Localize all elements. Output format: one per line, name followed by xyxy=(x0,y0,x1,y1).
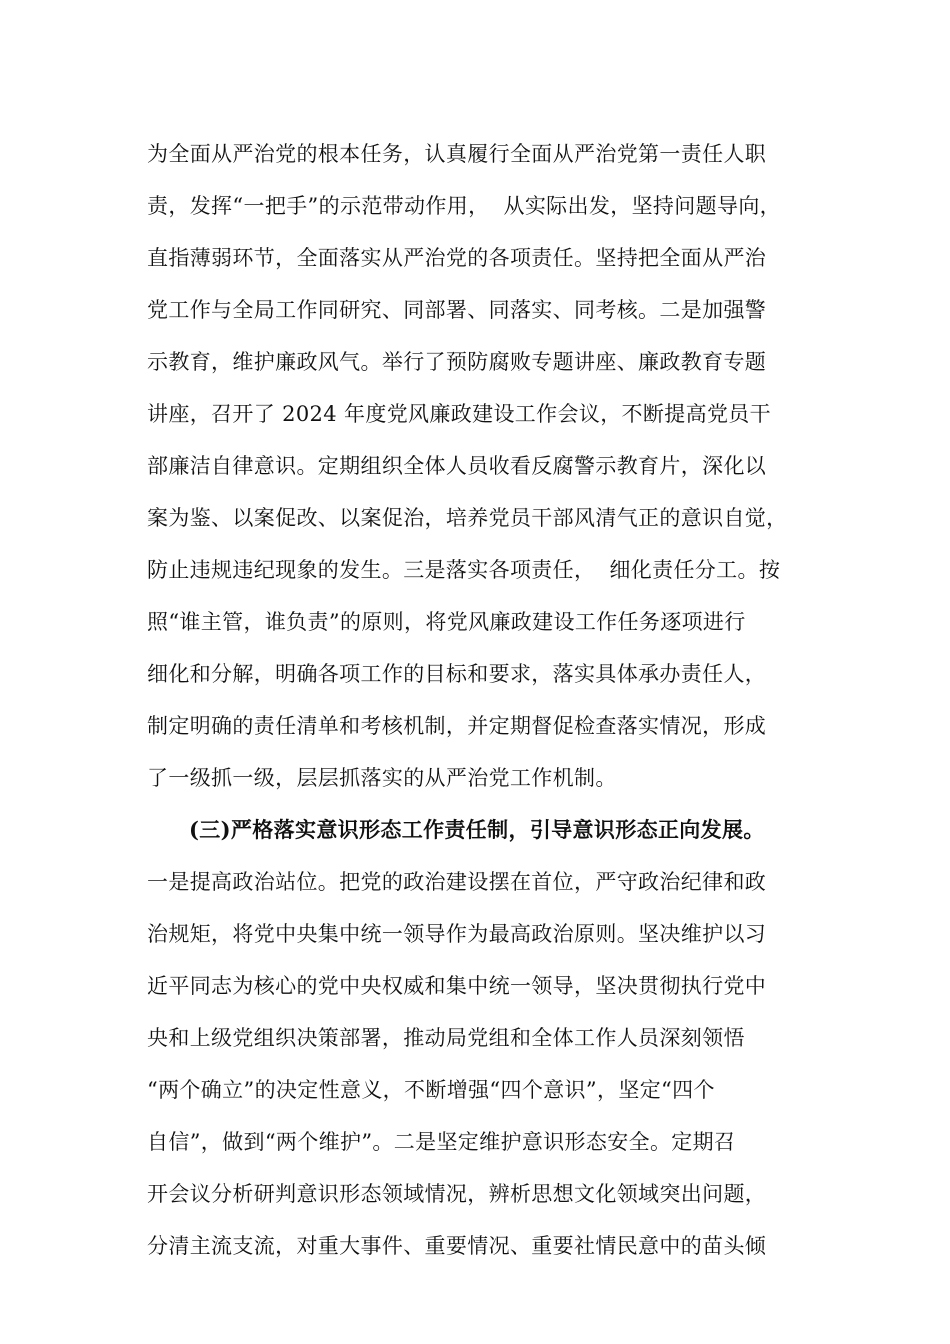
paragraph-line: 细化和分解，明确各项工作的目标和要求，落实具体承办责任人， xyxy=(147,662,767,686)
paragraph-line: 分清主流支流，对重大事件、重要情况、重要社情民意中的苗头倾 xyxy=(147,1234,767,1258)
paragraph-line: 部廉洁自律意识。定期组织全体人员收看反腐警示教育片，深化以 xyxy=(147,454,767,478)
paragraph-line: 责，发挥“一把手”的示范带动作用， 从实际出发，坚持问题导向， xyxy=(147,194,782,218)
paragraph-line: “两个确立”的决定性意义，不断增强“四个意识”，坚定“四个 xyxy=(147,1078,715,1102)
paragraph-line: 治规矩，将党中央集中统一领导作为最高政治原则。坚决维护以习 xyxy=(147,922,767,946)
paragraph-line: 照“谁主管，谁负责”的原则，将党风廉政建设工作任务逐项进行 xyxy=(147,610,746,634)
paragraph-line: 直指薄弱环节，全面落实从严治党的各项责任。坚持把全面从严治 xyxy=(147,246,767,270)
paragraph-line: 央和上级党组织决策部署，推动局党组和全体工作人员深刻领悟 xyxy=(147,1026,745,1050)
paragraph-line: 了一级抓一级，层层抓落实的从严治党工作机制。 xyxy=(147,766,617,790)
paragraph-line: 开会议分析研判意识形态领域情况，辨析思想文化领域突出问题， xyxy=(147,1182,767,1206)
paragraph-line: 为全面从严治党的根本任务，认真履行全面从严治党第一责任人职 xyxy=(147,142,767,166)
paragraph-line: 制定明确的责任清单和考核机制，并定期督促检查落实情况，形成 xyxy=(147,714,767,738)
paragraph-line: 一是提高政治站位。把党的政治建设摆在首位，严守政治纪律和政 xyxy=(147,870,767,894)
section-heading: (三)严格落实意识形态工作责任制，引导意识形态正向发展。 xyxy=(189,817,765,842)
paragraph-line: 讲座，召开了 2024 年度党风廉政建设工作会议，不断提高党员干 xyxy=(147,402,771,426)
paragraph-line: 防止违规违纪现象的发生。三是落实各项责任， 细化责任分工。按 xyxy=(147,558,781,582)
paragraph-line: 党工作与全局工作同研究、同部署、同落实、同考核。二是加强警 xyxy=(147,298,767,322)
paragraph-line: 示教育，维护廉政风气。举行了预防腐败专题讲座、廉政教育专题 xyxy=(147,350,767,374)
paragraph-line: 自信”，做到“两个维护”。二是坚定维护意识形态安全。定期召 xyxy=(147,1130,736,1154)
paragraph-line: 近平同志为核心的党中央权威和集中统一领导，坚决贯彻执行党中 xyxy=(147,974,767,998)
document-body xyxy=(147,128,817,1272)
paragraph-line: 案为鉴、以案促改、以案促治，培养党员干部风清气正的意识自觉， xyxy=(147,506,788,530)
